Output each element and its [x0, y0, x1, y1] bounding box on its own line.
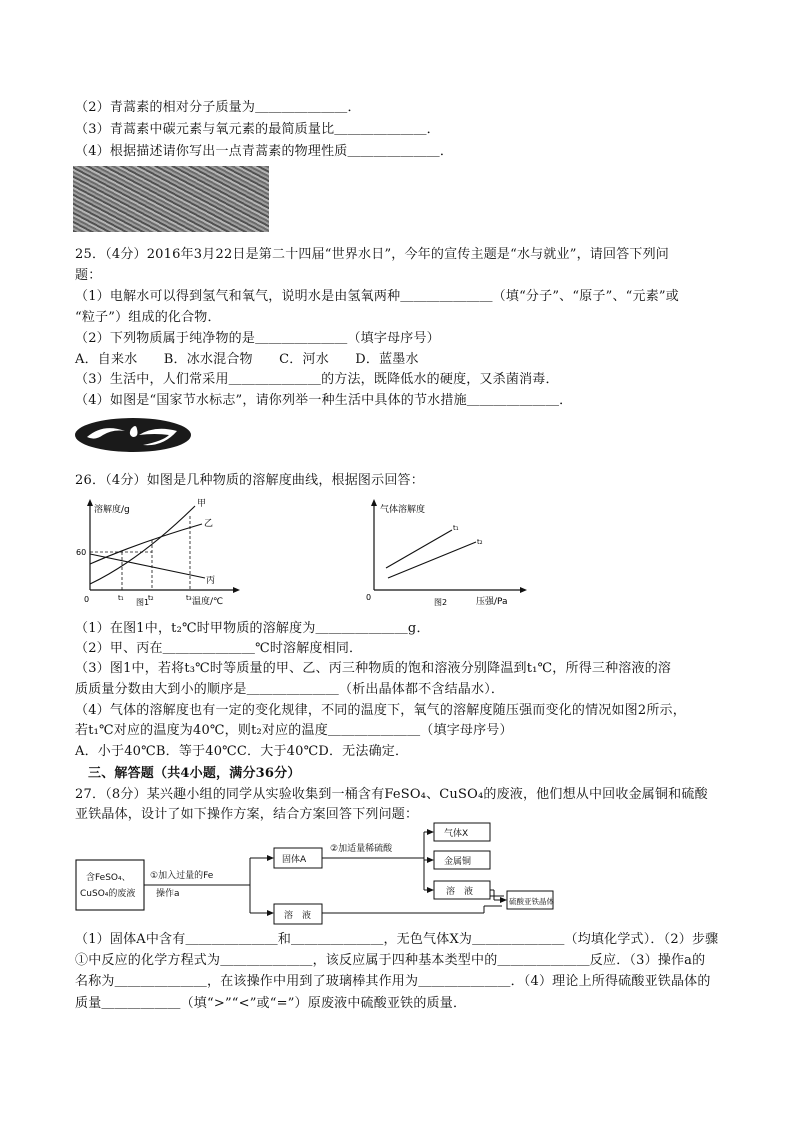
fig1-label-bing: 丙: [206, 576, 216, 586]
q24-line-2: （2）青蒿素的相对分子质量为＿＿＿＿＿＿＿．: [75, 100, 361, 115]
fig2-origin: 0: [366, 593, 372, 602]
q26-line-4: （3）图1中，若将t₃℃时等质量的甲、乙、丙三种物质的饱和溶液分别降温到t₁℃，所得三种溶液的溶: [75, 661, 672, 676]
figure-2-gas-solubility: [362, 496, 537, 608]
fig1-t3: t₃: [186, 594, 192, 602]
fig1-label-yi: 乙: [204, 519, 214, 529]
fig1-xlabel: 温度/℃: [192, 597, 224, 607]
q25-line-2: 题：: [75, 268, 102, 283]
fig2-label-t1: t₁: [453, 524, 459, 532]
step1-label: ①加入过量的Fe: [150, 871, 214, 881]
fig1-t2: t₂: [148, 594, 154, 602]
fig1-label-jia: 甲: [197, 499, 207, 509]
operation-a-label: 操作a: [156, 889, 180, 899]
fig1-ylabel: 溶解度/g: [94, 505, 130, 515]
solution-2-label: 溶 液: [446, 887, 474, 897]
artemisinin-photo: [73, 166, 269, 232]
q26-line-6: （4）气体的溶解度也有一定的变化规律，不同的温度下，氧气的溶解度随压强而变化的情况如图2所示，: [75, 703, 686, 718]
q24-line-4: （4）根据描述请你写出一点青蒿素的物理性质＿＿＿＿＿＿＿．: [75, 144, 454, 159]
fig2-ylabel: 气体溶解度: [380, 505, 426, 515]
q25-line-3: （1）电解水可以得到氢气和氧气，说明水是由氢氧两种＿＿＿＿＿＿＿（填“分子”、“原子”、“元素”或: [75, 289, 679, 304]
q25-line-5: （2）下列物质属于纯净物的是＿＿＿＿＿＿＿（填字母序号）: [75, 331, 440, 346]
section-heading: 三、解答题（共4小题，满分36分）: [88, 766, 301, 781]
q24-line-3: （3）青蒿素中碳元素与氧元素的最简质量比＿＿＿＿＿＿＿．: [75, 122, 440, 137]
copper-label: 金属铜: [444, 857, 472, 867]
waste-label-2: CuSO₄的废液: [80, 889, 136, 899]
fig2-line-t2: [388, 542, 476, 578]
q26-line-7: 若t₁℃对应的温度为40℃，则t₂对应的温度＿＿＿＿＿＿＿（填字母序号）: [75, 723, 513, 738]
q27-answer-1: （1）固体A中含有＿＿＿＿＿＿＿和＿＿＿＿＿＿＿，无色气体X为＿＿＿＿＿＿＿（均填化学式）．（2）步骤: [75, 932, 719, 947]
crystal-label: 硫酸亚铁晶体: [509, 897, 554, 906]
q27-answer-3: 名称为＿＿＿＿＿＿＿，在该操作中用到了玻璃棒其作用为＿＿＿＿＿＿＿．（4）理论上所得硫酸亚铁晶体的: [75, 974, 711, 989]
step2-label: ②加适量稀硫酸: [330, 844, 393, 854]
q27-answer-2: ①中反应的化学方程式为＿＿＿＿＿＿＿，该反应属于四种基本类型中的＿＿＿＿＿＿＿反应．（3）操作a的: [75, 953, 706, 968]
q26-line-1: 26．（4分）如图是几种物质的溶解度曲线，根据图示回答：: [75, 473, 424, 488]
q25-line-7: （3）生活中，人们常采用＿＿＿＿＿＿＿的方法，既降低水的硬度，又杀菌消毒．: [75, 372, 559, 387]
fig2-line-t1: [386, 530, 452, 568]
waste-label-1: 含FeSO₄、: [86, 873, 131, 883]
q26-line-5: 质质量分数由大到小的顺序是＿＿＿＿＿＿＿（析出晶体都不含结晶水）．: [75, 682, 505, 697]
q25-line-1: 25．（4分）2016年3月22日是第二十四届“世界水日”，今年的宣传主题是“水与就业”，请回答下列问: [75, 247, 669, 262]
fig2-xlabel: 压强/Pa: [476, 597, 508, 607]
fig2-caption: 图2: [434, 598, 448, 607]
fig2-label-t2: t₂: [477, 538, 483, 546]
q26-options: A．小于40℃B．等于40℃C．大于40℃D．无法确定．: [75, 744, 409, 759]
q25-line-4: “粒子”）组成的化合物．: [75, 310, 221, 325]
flow-diagram: [74, 826, 554, 922]
figure-1-solubility: [76, 496, 250, 608]
q26-line-2: （1）在图1中，t₂℃时甲物质的溶解度为＿＿＿＿＿＿＿g．: [75, 621, 430, 636]
solution-label: 溶 液: [284, 911, 312, 921]
q26-line-3: （2）甲、丙在＿＿＿＿＿＿＿℃时溶解度相同．: [75, 641, 363, 656]
waste-box: [76, 860, 144, 910]
solid-a-label: 固体A: [282, 855, 307, 865]
q25-options: A．自来水 B．冰水混合物 C．河水 D．蓝墨水: [75, 352, 419, 367]
water-saving-logo: [73, 417, 193, 453]
q27-answer-4: 质量＿＿＿＿＿＿（填“>”“<”或“=”）原废液中硫酸亚铁的质量．: [75, 996, 467, 1011]
fig1-caption: 图1: [136, 598, 150, 607]
fig1-tick-60: 60: [76, 548, 87, 557]
fig1-t1: t₁: [118, 594, 124, 602]
gas-x-label: 气体X: [444, 829, 469, 839]
q27-line-1: 27．（8分）某兴趣小组的同学从实验收集到一桶含有FeSO₄、CuSO₄的废液，他们想从中回收金属铜和硫酸: [75, 787, 708, 802]
fig1-origin: 0: [84, 595, 90, 604]
q27-line-2: 亚铁晶体，设计了如下操作方案，结合方案回答下列问题：: [75, 807, 419, 822]
q25-line-8: （4）如图是“国家节水标志”，请你列举一种生活中具体的节水措施＿＿＿＿＿＿＿．: [75, 393, 573, 408]
